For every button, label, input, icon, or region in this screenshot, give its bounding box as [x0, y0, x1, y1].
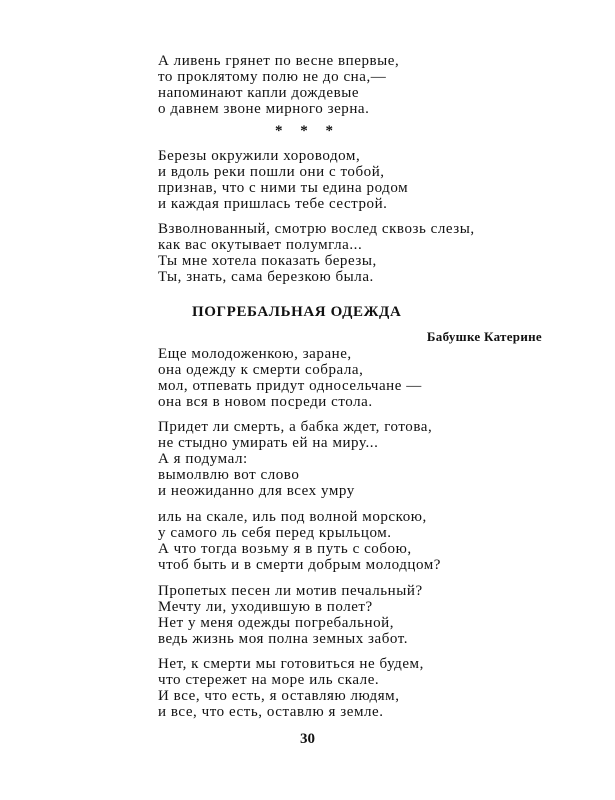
verse-line: о давнем звоне мирного зерна. [158, 101, 370, 117]
page-number: 30 [300, 731, 315, 747]
poem1-stanza-1 [158, 53, 399, 117]
verse-line: иль на скале, иль под волной морскою, [158, 509, 427, 525]
verse-line: и каждая пришлась тебе сестрой. [158, 196, 388, 212]
verse-line: как вас окутывает полумгла... [158, 237, 363, 253]
poem-dedication: Бабушке Катерине [426, 329, 542, 344]
poem2-stanza-2 [158, 419, 432, 499]
verse-line: у самого ль себя перед крыльцом. [158, 525, 392, 541]
poem1-stanza-3 [158, 221, 475, 285]
verse-line: И все, что есть, я оставляю людям, [158, 688, 400, 704]
verse-line: мол, отпевать придут односельчане — [158, 378, 422, 394]
verse-line: А я подумал: [158, 451, 248, 467]
verse-line: чтоб быть и в смерти добрым молодцом? [158, 557, 441, 573]
verse-line: Мечту ли, уходившую в полет? [158, 599, 373, 615]
verse-line: и вдоль реки пошли они с тобой, [158, 164, 385, 180]
verse-line: напоминают капли дождевые [158, 85, 360, 101]
verse-line: вымолвлю вот слово [158, 467, 300, 483]
verse-line: Придет ли смерть, а бабка ждет, готова, [158, 419, 433, 435]
verse-line: Березы окружили хороводом, [158, 148, 361, 164]
verse-line: Еще молодоженкою, заране, [158, 346, 352, 362]
section-separator: * * * [275, 123, 340, 139]
verse-line: А что тогда возьму я в путь с собою, [158, 541, 412, 557]
verse-line: ведь жизнь моя полна земных забот. [158, 631, 409, 647]
verse-line: не стыдно умирать ей на миру... [158, 435, 379, 451]
verse-line: Ты, знать, сама березкою была. [158, 269, 374, 285]
poem2-stanza-1 [158, 346, 422, 410]
poem2-stanza-4 [158, 583, 423, 647]
poem2-stanza-3 [158, 509, 441, 573]
verse-line: и все, что есть, оставлю я земле. [158, 704, 384, 720]
poem-title: ПОГРЕБАЛЬНАЯ ОДЕЖДА [192, 304, 402, 320]
verse-line: А ливень грянет по весне впервые, [158, 53, 400, 69]
verse-line: то проклятому полю не до сна,— [158, 69, 387, 85]
verse-line: что стережет на море иль скале. [158, 672, 380, 688]
verse-line: она вся в новом посреди стола. [158, 394, 373, 410]
verse-line: Взволнованный, смотрю вослед сквозь слезы, [158, 221, 475, 237]
poem2-stanza-5 [158, 656, 424, 720]
poem1-stanza-2 [158, 148, 408, 212]
verse-line: Нет у меня одежды погребальной, [158, 615, 394, 631]
verse-line: Пропетых песен ли мотив печальный? [158, 583, 423, 599]
verse-line: Нет, к смерти мы готовиться не будем, [158, 656, 424, 672]
verse-line: и неожиданно для всех умру [158, 483, 355, 499]
verse-line: признав, что с ними ты едина родом [158, 180, 409, 196]
verse-line: Ты мне хотела показать березы, [158, 253, 377, 269]
verse-line: она одежду к смерти собрала, [158, 362, 364, 378]
